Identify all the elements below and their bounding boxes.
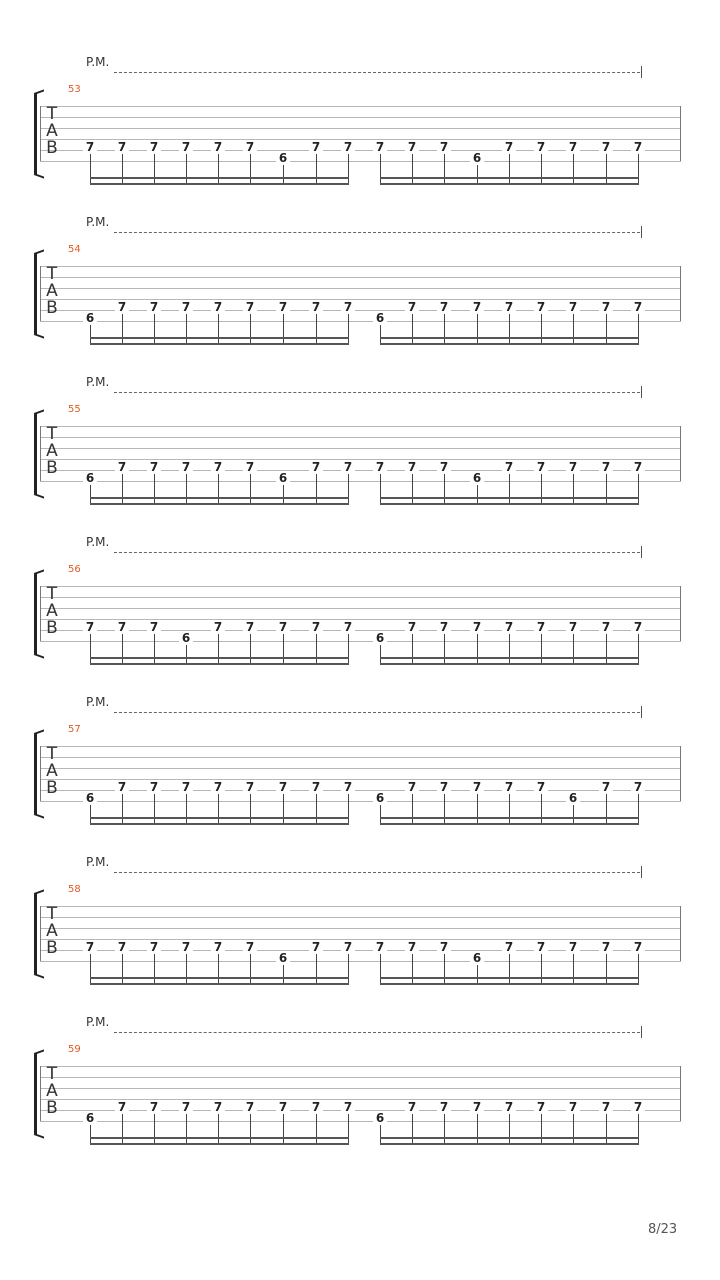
barline xyxy=(680,746,681,801)
staff-line xyxy=(40,790,681,791)
note-stem xyxy=(186,1114,187,1145)
fret-number: 6 xyxy=(276,472,290,485)
staff-line xyxy=(40,459,681,460)
tab-clef-letter: A xyxy=(46,281,58,301)
fret-number: 7 xyxy=(83,141,97,154)
fret-number: 7 xyxy=(599,1101,613,1114)
fret-number: 7 xyxy=(437,941,451,954)
fret-number: 7 xyxy=(115,461,129,474)
fret-number: 7 xyxy=(309,621,323,634)
measure-number: 53 xyxy=(68,84,81,95)
fret-number: 7 xyxy=(147,781,161,794)
fret-number: 6 xyxy=(373,312,387,325)
palm-mute-extension xyxy=(114,72,640,73)
fret-number: 6 xyxy=(276,152,290,165)
tab-clef-letter: B xyxy=(46,618,58,638)
staff-bracket xyxy=(34,409,44,415)
tab-clef-letter: B xyxy=(46,938,58,958)
fret-number: 7 xyxy=(211,141,225,154)
fret-number: 7 xyxy=(405,621,419,634)
fret-number: 7 xyxy=(502,621,516,634)
staff-bracket xyxy=(34,1049,44,1055)
fret-number: 7 xyxy=(502,1101,516,1114)
barline xyxy=(40,906,41,961)
fret-number: 7 xyxy=(470,301,484,314)
tab-clef-letter: T xyxy=(46,904,58,924)
tab-system xyxy=(0,640,720,805)
note-stem xyxy=(218,1114,219,1145)
fret-number: 7 xyxy=(276,1101,290,1114)
fret-number: 7 xyxy=(179,461,193,474)
fret-number: 7 xyxy=(534,941,548,954)
tab-system xyxy=(0,480,720,645)
fret-number: 7 xyxy=(502,461,516,474)
barline xyxy=(40,106,41,161)
fret-number: 6 xyxy=(83,472,97,485)
fret-number: 7 xyxy=(243,621,257,634)
tab-system xyxy=(0,960,720,1125)
fret-number: 7 xyxy=(437,141,451,154)
fret-number: 7 xyxy=(147,461,161,474)
fret-number: 7 xyxy=(631,781,645,794)
fret-number: 7 xyxy=(179,141,193,154)
tab-clef-letter: A xyxy=(46,441,58,461)
fret-number: 7 xyxy=(147,301,161,314)
fret-number: 7 xyxy=(147,941,161,954)
tab-clef-letter: A xyxy=(46,601,58,621)
fret-number: 7 xyxy=(211,301,225,314)
fret-number: 7 xyxy=(147,141,161,154)
fret-number: 7 xyxy=(534,301,548,314)
palm-mute-end xyxy=(641,66,642,78)
palm-mute-end xyxy=(641,706,642,718)
staff-line xyxy=(40,630,681,631)
fret-number: 7 xyxy=(405,301,419,314)
beam xyxy=(380,1137,639,1139)
fret-number: 6 xyxy=(470,152,484,165)
fret-number: 7 xyxy=(373,941,387,954)
palm-mute-end xyxy=(641,546,642,558)
note-stem xyxy=(154,1114,155,1145)
fret-number: 7 xyxy=(179,301,193,314)
fret-number: 7 xyxy=(373,461,387,474)
fret-number: 7 xyxy=(534,621,548,634)
fret-number: 7 xyxy=(309,1101,323,1114)
fret-number: 7 xyxy=(211,781,225,794)
fret-number: 7 xyxy=(631,941,645,954)
fret-number: 7 xyxy=(115,1101,129,1114)
barline xyxy=(680,426,681,481)
staff-bracket xyxy=(34,889,44,895)
fret-number: 7 xyxy=(309,781,323,794)
note-stem xyxy=(316,1114,317,1145)
tab-clef-letter: A xyxy=(46,121,58,141)
fret-number: 6 xyxy=(83,312,97,325)
fret-number: 7 xyxy=(341,1101,355,1114)
tab-clef-letter: B xyxy=(46,138,58,158)
fret-number: 7 xyxy=(147,621,161,634)
measure-number: 54 xyxy=(68,244,81,255)
fret-number: 7 xyxy=(179,941,193,954)
staff-line xyxy=(40,266,681,267)
fret-number: 7 xyxy=(341,461,355,474)
tab-clef-letter: B xyxy=(46,298,58,318)
staff-line xyxy=(40,597,681,598)
staff-line xyxy=(40,139,681,140)
fret-number: 7 xyxy=(631,461,645,474)
palm-mute-extension xyxy=(114,872,640,873)
fret-number: 7 xyxy=(566,141,580,154)
staff-line xyxy=(40,1077,681,1078)
note-stem xyxy=(541,1114,542,1145)
fret-number: 7 xyxy=(243,301,257,314)
fret-number: 7 xyxy=(631,1101,645,1114)
fret-number: 7 xyxy=(534,781,548,794)
fret-number: 7 xyxy=(179,1101,193,1114)
staff-line xyxy=(40,1066,681,1067)
palm-mute-label: P.M. xyxy=(86,375,110,389)
tab-clef xyxy=(44,586,60,637)
note-stem xyxy=(283,1114,284,1145)
fret-number: 7 xyxy=(243,461,257,474)
staff-line xyxy=(40,437,681,438)
palm-mute-label: P.M. xyxy=(86,535,110,549)
fret-number: 7 xyxy=(341,301,355,314)
palm-mute-end xyxy=(641,226,642,238)
note-stem xyxy=(90,1125,91,1145)
tab-system xyxy=(0,0,720,165)
fret-number: 6 xyxy=(470,952,484,965)
tab-clef-letter: T xyxy=(46,584,58,604)
staff-line xyxy=(40,150,681,151)
note-stem xyxy=(573,1114,574,1145)
barline xyxy=(680,586,681,641)
palm-mute-label: P.M. xyxy=(86,695,110,709)
fret-number: 7 xyxy=(599,301,613,314)
fret-number: 7 xyxy=(179,781,193,794)
staff-line xyxy=(40,1099,681,1100)
fret-number: 7 xyxy=(115,141,129,154)
fret-number: 6 xyxy=(566,792,580,805)
measure-number: 55 xyxy=(68,404,81,415)
fret-number: 7 xyxy=(83,941,97,954)
tab-clef xyxy=(44,426,60,477)
staff-line xyxy=(40,950,681,951)
fret-number: 7 xyxy=(437,781,451,794)
barline xyxy=(40,746,41,801)
staff-bracket xyxy=(34,569,44,575)
fret-number: 7 xyxy=(243,781,257,794)
staff-line xyxy=(40,128,681,129)
fret-number: 6 xyxy=(276,952,290,965)
staff-line xyxy=(40,1088,681,1089)
tab-system xyxy=(0,160,720,325)
barline xyxy=(680,906,681,961)
barline xyxy=(680,1066,681,1121)
fret-number: 7 xyxy=(276,301,290,314)
tab-clef-letter: A xyxy=(46,1081,58,1101)
fret-number: 7 xyxy=(309,141,323,154)
fret-number: 7 xyxy=(437,1101,451,1114)
fret-number: 7 xyxy=(566,1101,580,1114)
fret-number: 7 xyxy=(599,461,613,474)
fret-number: 6 xyxy=(373,632,387,645)
staff-line xyxy=(40,757,681,758)
fret-number: 7 xyxy=(309,461,323,474)
tab-clef-letter: T xyxy=(46,424,58,444)
fret-number: 7 xyxy=(405,781,419,794)
palm-mute-label: P.M. xyxy=(86,855,110,869)
tab-system xyxy=(0,800,720,965)
palm-mute-end xyxy=(641,866,642,878)
staff-line xyxy=(40,1110,681,1111)
fret-number: 7 xyxy=(309,301,323,314)
fret-number: 6 xyxy=(83,792,97,805)
fret-number: 7 xyxy=(211,1101,225,1114)
fret-number: 7 xyxy=(502,781,516,794)
beam xyxy=(90,1143,349,1145)
fret-number: 7 xyxy=(243,941,257,954)
staff-line xyxy=(40,779,681,780)
staff-bracket xyxy=(34,1133,44,1139)
fret-number: 7 xyxy=(534,461,548,474)
staff-line xyxy=(40,426,681,427)
fret-number: 7 xyxy=(599,141,613,154)
staff-line xyxy=(40,448,681,449)
fret-number: 7 xyxy=(341,141,355,154)
fret-number: 7 xyxy=(115,301,129,314)
note-stem xyxy=(412,1114,413,1145)
fret-number: 7 xyxy=(341,781,355,794)
note-stem xyxy=(348,1114,349,1145)
palm-mute-extension xyxy=(114,712,640,713)
staff-line xyxy=(40,768,681,769)
staff-line xyxy=(40,106,681,107)
tab-clef-letter: T xyxy=(46,744,58,764)
measure-number: 57 xyxy=(68,724,81,735)
fret-number: 7 xyxy=(437,301,451,314)
fret-number: 6 xyxy=(83,1112,97,1125)
note-stem xyxy=(444,1114,445,1145)
note-stem xyxy=(606,1114,607,1145)
fret-number: 7 xyxy=(243,1101,257,1114)
fret-number: 7 xyxy=(211,941,225,954)
fret-number: 7 xyxy=(405,141,419,154)
fret-number: 7 xyxy=(437,461,451,474)
fret-number: 7 xyxy=(276,781,290,794)
beam xyxy=(380,1143,639,1145)
palm-mute-label: P.M. xyxy=(86,55,110,69)
fret-number: 7 xyxy=(599,621,613,634)
palm-mute-extension xyxy=(114,392,640,393)
staff-line xyxy=(40,586,681,587)
tab-system xyxy=(0,320,720,485)
fret-number: 7 xyxy=(599,941,613,954)
fret-number: 7 xyxy=(83,621,97,634)
fret-number: 7 xyxy=(309,941,323,954)
tab-clef xyxy=(44,1066,60,1117)
fret-number: 7 xyxy=(405,1101,419,1114)
fret-number: 7 xyxy=(502,941,516,954)
fret-number: 7 xyxy=(502,301,516,314)
staff-bracket xyxy=(34,1053,37,1135)
tab-clef-letter: A xyxy=(46,761,58,781)
staff-line xyxy=(40,288,681,289)
staff-line xyxy=(40,939,681,940)
fret-number: 7 xyxy=(470,781,484,794)
staff-line xyxy=(40,608,681,609)
palm-mute-end xyxy=(641,386,642,398)
palm-mute-extension xyxy=(114,232,640,233)
note-stem xyxy=(638,1114,639,1145)
barline xyxy=(40,266,41,321)
fret-number: 7 xyxy=(405,941,419,954)
staff-line xyxy=(40,906,681,907)
tab-clef-letter: B xyxy=(46,778,58,798)
note-stem xyxy=(509,1114,510,1145)
palm-mute-label: P.M. xyxy=(86,215,110,229)
fret-number: 7 xyxy=(276,621,290,634)
tab-clef-letter: T xyxy=(46,104,58,124)
fret-number: 7 xyxy=(566,941,580,954)
fret-number: 7 xyxy=(470,1101,484,1114)
measure-number: 58 xyxy=(68,884,81,895)
staff-line xyxy=(40,277,681,278)
fret-number: 7 xyxy=(115,781,129,794)
fret-number: 7 xyxy=(631,141,645,154)
fret-number: 7 xyxy=(373,141,387,154)
fret-number: 7 xyxy=(437,621,451,634)
palm-mute-end xyxy=(641,1026,642,1038)
fret-number: 6 xyxy=(373,1112,387,1125)
note-stem xyxy=(380,1125,381,1145)
barline xyxy=(680,266,681,321)
barline xyxy=(40,1066,41,1121)
staff-bracket xyxy=(34,729,44,735)
fret-number: 6 xyxy=(470,472,484,485)
tab-clef xyxy=(44,746,60,797)
fret-number: 7 xyxy=(147,1101,161,1114)
staff-bracket xyxy=(34,249,44,255)
palm-mute-extension xyxy=(114,552,640,553)
fret-number: 7 xyxy=(115,621,129,634)
palm-mute-extension xyxy=(114,1032,640,1033)
staff-line xyxy=(40,1121,681,1122)
tab-clef-letter: B xyxy=(46,1098,58,1118)
staff-line xyxy=(40,299,681,300)
fret-number: 7 xyxy=(566,301,580,314)
fret-number: 7 xyxy=(631,621,645,634)
note-stem xyxy=(250,1114,251,1145)
fret-number: 7 xyxy=(211,621,225,634)
fret-number: 7 xyxy=(534,141,548,154)
fret-number: 7 xyxy=(470,621,484,634)
note-stem xyxy=(122,1114,123,1145)
staff-line xyxy=(40,470,681,471)
tab-clef xyxy=(44,106,60,157)
tab-clef-letter: T xyxy=(46,1064,58,1084)
staff-line xyxy=(40,746,681,747)
fret-number: 7 xyxy=(405,461,419,474)
fret-number: 6 xyxy=(373,792,387,805)
staff-line xyxy=(40,928,681,929)
barline xyxy=(680,106,681,161)
staff-bracket xyxy=(34,89,44,95)
fret-number: 7 xyxy=(211,461,225,474)
barline xyxy=(40,426,41,481)
staff-line xyxy=(40,917,681,918)
fret-number: 7 xyxy=(599,781,613,794)
tab-clef xyxy=(44,266,60,317)
fret-number: 6 xyxy=(179,632,193,645)
page-number: 8/23 xyxy=(648,1222,678,1237)
fret-number: 7 xyxy=(566,461,580,474)
palm-mute-label: P.M. xyxy=(86,1015,110,1029)
fret-number: 7 xyxy=(502,141,516,154)
fret-number: 7 xyxy=(341,941,355,954)
tab-clef-letter: T xyxy=(46,264,58,284)
note-stem xyxy=(477,1114,478,1145)
staff-line xyxy=(40,117,681,118)
fret-number: 7 xyxy=(631,301,645,314)
tab-clef-letter: A xyxy=(46,921,58,941)
staff-line xyxy=(40,310,681,311)
fret-number: 7 xyxy=(566,621,580,634)
beam xyxy=(90,1137,349,1139)
fret-number: 7 xyxy=(341,621,355,634)
fret-number: 7 xyxy=(115,941,129,954)
tab-clef xyxy=(44,906,60,957)
fret-number: 7 xyxy=(534,1101,548,1114)
staff-line xyxy=(40,619,681,620)
measure-number: 59 xyxy=(68,1044,81,1055)
fret-number: 7 xyxy=(243,141,257,154)
barline xyxy=(40,586,41,641)
measure-number: 56 xyxy=(68,564,81,575)
tab-clef-letter: B xyxy=(46,458,58,478)
